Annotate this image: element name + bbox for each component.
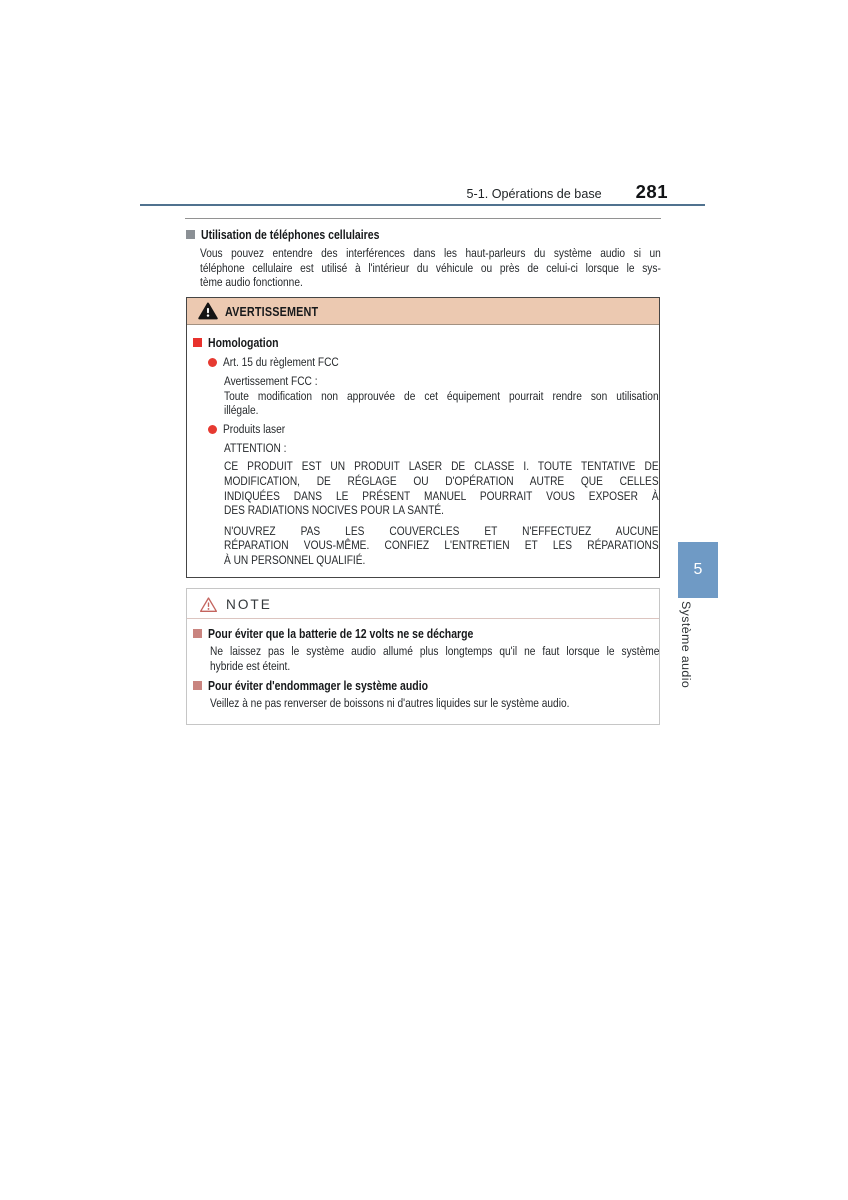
page-header xyxy=(140,181,668,203)
warning-bullet-label: Produits laser xyxy=(223,421,286,436)
text-line: À UN PERSONNEL QUALIFIÉ. xyxy=(224,552,366,567)
warning-box-title: AVERTISSEMENT xyxy=(225,303,319,319)
text-line: Ne laissez pas le système audio allumé plus longtemps qu'il ne faut lorsque le système xyxy=(210,644,660,658)
pink-square-bullet-icon xyxy=(193,681,202,690)
note-heading: Pour éviter que la batterie de 12 volts ne se décharge xyxy=(208,626,474,641)
note-body xyxy=(210,696,659,711)
note-box-title: NOTE xyxy=(226,597,272,612)
text-line: hybride est éteint. xyxy=(210,658,291,673)
text-line: INDIQUÉES DANS LE PRÉSENT MANUEL POURRAIT VOUS EXPOSER À xyxy=(224,488,659,503)
note-heading-row xyxy=(193,678,651,693)
page-number: 281 xyxy=(635,181,668,202)
text-line: Toute modification non approuvée de cet équipement pourrait rendre son utilisation xyxy=(224,388,659,403)
text-line: Avertissement FCC : xyxy=(224,374,318,388)
note-box-content xyxy=(187,619,659,711)
text-line: Veillez à ne pas renverser de boissons ni d'autres liquides sur le système audio. xyxy=(210,696,570,711)
text-line: illégale. xyxy=(224,403,259,418)
text-line: tème audio fonctionne. xyxy=(200,275,303,290)
note-heading: Pour éviter d'endommager le système audio xyxy=(208,678,429,694)
warning-box-header xyxy=(187,298,659,325)
warning-bullet-row xyxy=(208,355,651,370)
text-line: CE PRODUIT EST UN PRODUIT LASER DE CLASSE I. TOUTE TENTATIVE DE xyxy=(224,459,659,474)
gray-square-bullet-icon xyxy=(186,230,195,239)
warning-bullet-row xyxy=(208,422,651,437)
note-triangle-icon xyxy=(199,596,218,613)
text-line: Vous pouvez entendre des interférences dans les haut-parleurs du système audio si un xyxy=(200,246,661,260)
warning-bullet-label: Art. 15 du règlement FCC xyxy=(223,355,339,369)
warning-heading-row xyxy=(193,335,651,350)
note-heading-row xyxy=(193,626,651,641)
warning-box-content xyxy=(187,325,659,568)
warning-triangle-icon xyxy=(198,302,218,320)
breadcrumb: 5-1. Opérations de base xyxy=(466,187,602,201)
warning-heading: Homologation xyxy=(208,335,279,350)
chapter-tab xyxy=(678,542,718,598)
warning-box xyxy=(186,297,660,578)
note-box xyxy=(186,588,660,725)
text-line: DES RADIATIONS NOCIVES POUR LA SANTÉ. xyxy=(224,503,445,518)
header-rule xyxy=(140,204,705,206)
text-line: téléphone cellulaire est utilisé à l'intérieur du véhicule ou près de celui-ci lorsque le sys- xyxy=(200,260,661,275)
laser-text-block xyxy=(224,441,659,568)
pink-square-bullet-icon xyxy=(193,629,202,638)
section-title: Utilisation de téléphones cellulaires xyxy=(201,227,380,242)
text-line: ATTENTION : xyxy=(224,440,287,455)
fcc-text-block xyxy=(224,374,659,418)
text-line: N'OUVREZ PAS LES COUVERCLES ET N'EFFECTUEZ AUCUNE xyxy=(224,523,659,538)
red-circle-bullet-icon xyxy=(208,425,217,434)
text-line: RÉPARATION VOUS-MÊME. CONFIEZ L'ENTRETIEN ET LES RÉPARATIONS xyxy=(224,538,659,553)
section-body xyxy=(200,246,661,290)
text-line: MODIFICATION, DE RÉGLAGE OU D'OPÉRATION AUTRE QUE CELLES xyxy=(224,473,659,488)
chapter-number: 5 xyxy=(693,561,703,578)
note-body xyxy=(210,644,659,673)
note-box-header xyxy=(187,589,659,618)
red-square-bullet-icon xyxy=(193,338,202,347)
section-heading xyxy=(186,227,419,242)
red-circle-bullet-icon xyxy=(208,358,217,367)
chapter-label-vertical: Système audio xyxy=(679,601,693,689)
content-top-rule xyxy=(185,218,661,219)
